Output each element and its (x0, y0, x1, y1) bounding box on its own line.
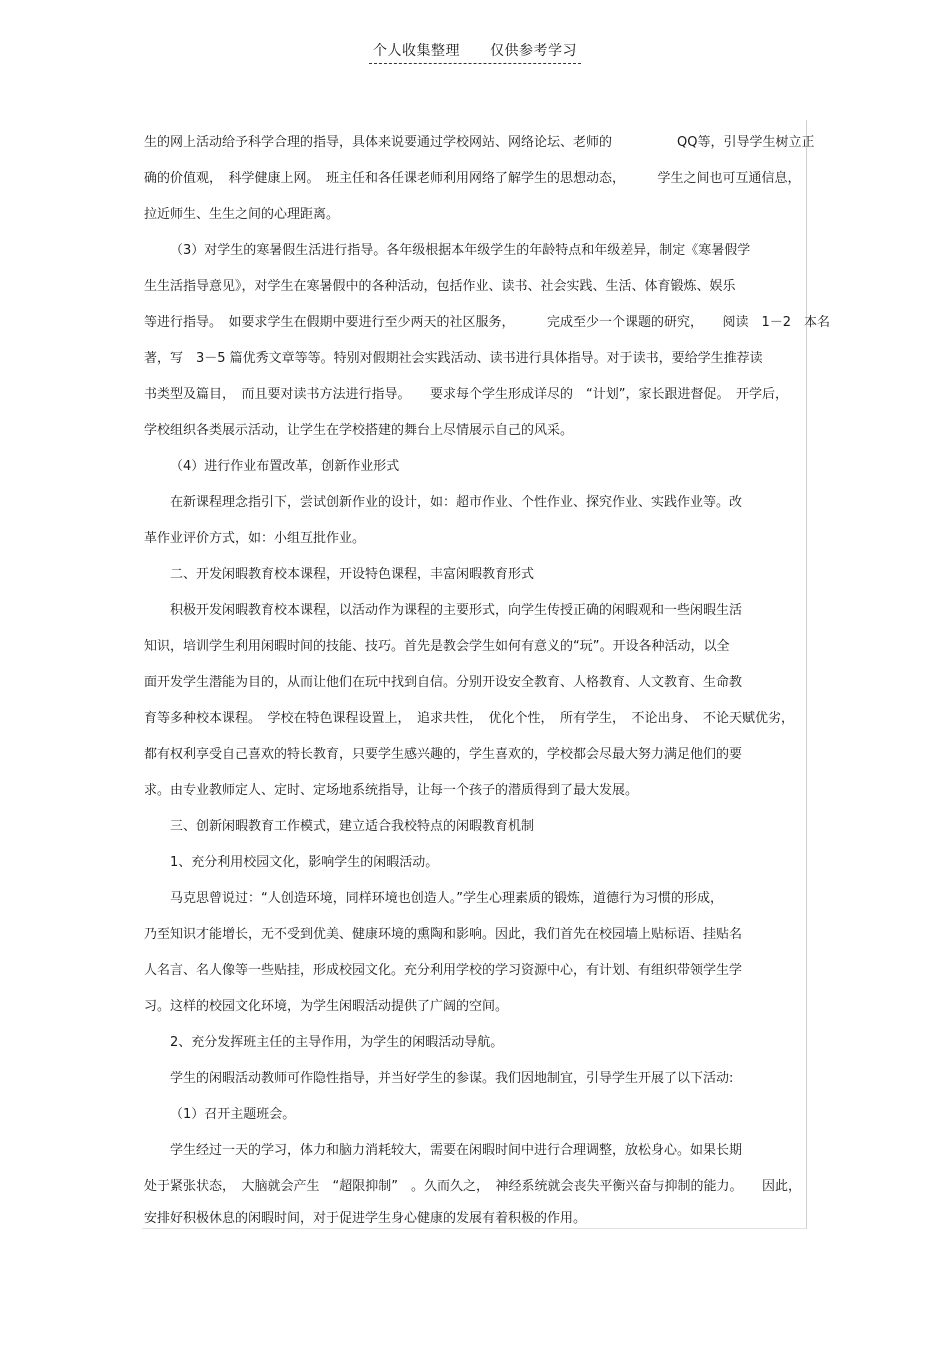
text-line: （3）对学生的寒暑假生活进行指导。各年级根据本年级学生的年龄特点和年级差异，制定《寒暑假学 (170, 243, 751, 258)
sub-heading: 2、充分发挥班主任的主导作用，为学生的闲暇活动导航。 (170, 1035, 504, 1050)
text-line: 育等多种校本课程。 学校在特色课程设置上， 追求共性， 优化个性， 所有学生， 不论出身、 不论天赋优劣， (144, 711, 795, 726)
text-line: 积极开发闲暇教育校本课程，以活动作为课程的主要形式，向学生传授正确的闲暇观和一些闲暇生活 (170, 603, 743, 618)
sub-heading: （1）召开主题班会。 (170, 1107, 296, 1122)
text-line: 安排好积极休息的闲暇时间，对于促进学生身心健康的发展有着积极的作用。 (144, 1211, 587, 1226)
header-underline (369, 40, 581, 64)
text-line: 马克思曾说过：“人创造环境，同样环境也创造人。”学生心理素质的锻炼，道德行为习惯的形成， (170, 891, 723, 906)
text-line: 学生经过一天的学习，体力和脑力消耗较大，需要在闲暇时间中进行合理调整，放松身心。如果长期 (170, 1143, 743, 1158)
text-line: 革作业评价方式，如：小组互批作业。 (144, 531, 366, 546)
sub-heading: 1、充分利用校园文化，影响学生的闲暇活动。 (170, 855, 439, 870)
text-line: 求。由专业教师定人、定时、定场地系统指导，让每一个孩子的潜质得到了最大发展。 (144, 783, 639, 798)
section-heading: 二、开发闲暇教育校本课程，开设特色课程，丰富闲暇教育形式 (170, 567, 535, 582)
section-heading: 三、创新闲暇教育工作模式，建立适合我校特点的闲暇教育机制 (170, 819, 535, 834)
text-line: 乃至知识才能增长，无不受到优美、健康环境的熏陶和影响。因此，我们首先在校园墙上贴标语、挂贴名 (144, 927, 743, 942)
text-line: 面开发学生潜能为目的，从而让他们在玩中找到自信。分别开设安全教育、人格教育、人文教育、生命教 (144, 675, 743, 690)
text-line: 生的网上活动给予科学合理的指导，具体来说要通过学校网站、网络论坛、老师的 QQ等，引导学生树立正 (144, 135, 815, 150)
header-left-text: 个人收集整理 (373, 43, 460, 59)
text-line: 拉近师生、生生之间的心理距离。 (144, 207, 340, 222)
text-line: 习。这样的校园文化环境，为学生闲暇活动提供了广阔的空间。 (144, 999, 509, 1014)
text-line: 等进行指导。 如要求学生在假期中要进行至少两天的社区服务， 完成至少一个课题的研究， 阅读 1－2 本名 (144, 315, 831, 330)
text-line: 都有权利享受自己喜欢的特长教育，只要学生感兴趣的，学生喜欢的，学校都会尽最大努力满足他们的要 (144, 747, 743, 762)
text-line: 生生活指导意见》，对学生在寒暑假中的各种活动，包括作业、读书、社会实践、生活、体育锻炼、娱乐 (144, 279, 736, 294)
text-line: 确的价值观， 科学健康上网。 班主任和各任课老师利用网络了解学生的思想动态， 学生之间也可互通信息， (144, 171, 801, 186)
header-right-text: 仅供参考学习 (490, 43, 577, 59)
text-line: 著，写 3－5 篇优秀文章等等。特别对假期社会实践活动、读书进行具体指导。对于读书，要给学生推荐读 (144, 351, 763, 366)
text-line: 人名言、名人像等一些贴挂，形成校园文化。充分利用学校的学习资源中心，有计划、有组织带领学生学 (144, 963, 743, 978)
text-line: 学校组织各类展示活动，让学生在学校搭建的舞台上尽情展示自己的风采。 (144, 423, 574, 438)
text-line: 在新课程理念指引下，尝试创新作业的设计，如：超市作业、个性作业、探究作业、实践作业等。改 (170, 495, 743, 510)
text-line: 处于紧张状态， 大脑就会产生 “超限抑制” 。久而久之， 神经系统就会丧失平衡兴奋与抑制的能力。 因此， (144, 1179, 801, 1194)
page-header (0, 40, 950, 64)
text-line: 书类型及篇目， 而且要对读书方法进行指导。 要求每个学生形成详尽的 “计划”，家长跟进督促。 开学后， (144, 387, 788, 402)
document-body (142, 120, 831, 1229)
text-line: 知识，培训学生利用闲暇时间的技能、技巧。首先是教会学生如何有意义的“玩”。开设各种活动，以全 (144, 639, 730, 654)
text-line: 学生的闲暇活动教师可作隐性指导，并当好学生的参谋。我们因地制宜，引导学生开展了以下活动: (170, 1071, 734, 1086)
text-line: （4）进行作业布置改革，创新作业形式 (170, 459, 400, 474)
